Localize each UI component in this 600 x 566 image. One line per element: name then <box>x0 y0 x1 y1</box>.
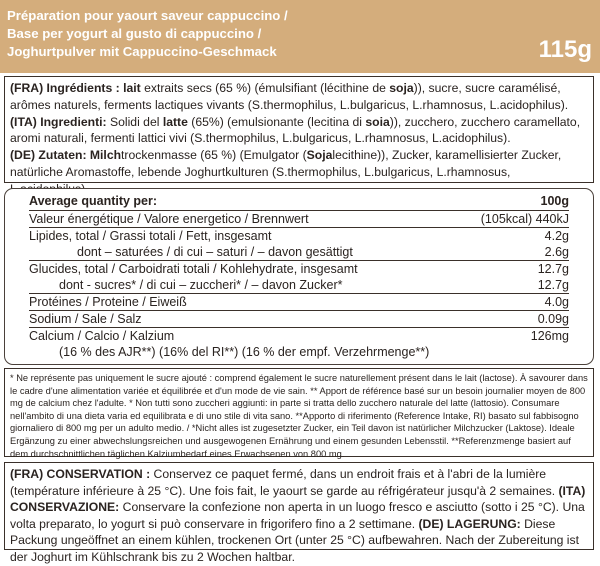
ingredients-fr-text: )), sucre, sucre caramélisé, arômes naturels, ferments lactiques vivants (S.thermophilus, L.bulgaricus, L.rhamnosus, L.acidophilus). <box>10 81 569 112</box>
nutrient-label: Protéines / Proteine / Eiweiß <box>29 295 187 309</box>
nutrition-ri-row <box>29 344 569 360</box>
nutrition-row <box>29 261 569 277</box>
ingredients-it-text: Solidi del <box>106 114 163 129</box>
conservation-it-text: Conservare la confezione non aperta in un luogo fresco e asciutto (sotto i 25 °C). Una volta preparato, lo yogurt si può conservare in frigorifero fino a 2 settimane. <box>10 500 585 531</box>
product-header <box>0 0 600 73</box>
ingredients-de-text: trockenmasse (65 %) (Emulgator ( <box>121 148 307 163</box>
nutrient-value: 4.0g <box>544 295 569 309</box>
ingredients-de-text: lecithine)), Zucker, karamellisierter Zucker, natürliche Aromastoffe, lebende Joghurtkulturen (S.thermophilus, L.bulgaricus, L.rhamnosus, <box>10 148 562 179</box>
nutrition-row <box>29 328 569 344</box>
ingredients-fr <box>10 80 588 114</box>
nutrition-row <box>29 294 569 310</box>
ingredients-de-label: (DE) Zutaten: <box>10 148 87 163</box>
ingredients-fr-text: extraits secs (65 %) (émulsifiant (lécithine de <box>140 81 390 95</box>
ingredients-it-label: (ITA) Ingredienti: <box>10 114 107 129</box>
nutrient-value: 12.7g <box>537 262 569 276</box>
conservation-box <box>4 462 594 564</box>
nutrient-label: Glucides, total / Carboidrati totali / Kohlehydrate, insgesamt <box>29 262 358 276</box>
reference-intake-note: (16 % des AJR**) (16% del RI**) (16 % der empf. Verzehrmenge**) <box>59 345 430 359</box>
footnote-box <box>4 368 594 457</box>
allergen: Milch <box>89 148 122 163</box>
conservation-de-label: (DE) LAGERUNG: <box>418 516 521 531</box>
allergen: Soja <box>306 148 333 163</box>
ingredients-it-text: )), zucchero, zucchero caramellato, aromi naturali, fermenti lattici vivi (S.thermophilus, L.bulgaricus, L.rhamnosus, L.acidophilus). <box>10 114 581 146</box>
nutrient-label: Valeur énergétique / Valore energetico / Brennwert <box>29 212 309 226</box>
nutrition-row <box>29 311 569 327</box>
nutrition-table <box>4 188 594 365</box>
title-fr: Préparation pour yaourt saveur cappuccino / <box>7 8 288 23</box>
nutrient-value: (105kcal) 440kJ <box>480 212 569 226</box>
nutrient-value: 2.6g <box>544 245 569 259</box>
nutrition-header-row <box>29 193 569 210</box>
ingredients-fr-label: (FRA) Ingrédients : <box>10 81 120 95</box>
nutrient-label: dont – saturées / di cui – saturi / – davon gesättigt <box>77 245 353 259</box>
allergen: soja <box>389 81 414 95</box>
nutrient-label: dont - sucres* / di cui – zuccheri* / – davon Zucker* <box>59 278 343 292</box>
nutrition-row <box>29 244 569 260</box>
nutrient-label: Sodium / Sale / Salz <box>29 312 142 326</box>
nutrient-label: Lipides, total / Grassi totali / Fett, insgesamt <box>29 229 272 243</box>
nutrition-header-label: Average quantity per: <box>29 194 158 208</box>
conservation-it-label: (ITA) CONSERVAZIONE: <box>10 483 586 515</box>
ingredients-it <box>10 114 588 148</box>
nutrition-row <box>29 277 569 293</box>
conservation-fr-label: (FRA) CONSERVATION : <box>10 467 151 481</box>
nutrient-label: Calcium / Calcio / Kalzium <box>29 329 175 343</box>
nutrient-value: 126mg <box>530 329 569 343</box>
product-titles <box>7 7 477 61</box>
footnote-text: * Ne représente pas uniquement le sucre ajouté : comprend également le sucre naturellement présent dans le lait (lactose). À savourer dans le cadre d'une alimentation variée et équilibrée et d'un mode de vie sain. ** Apport de référence basé sur un besoin journalier moyen de 800 mg de calcium chez l'adulte. * Non tutti sono zuccheri aggiunti: in parte si tratta dello zucchero naturale del latte (lattosio). Consumare nell'ambito di una dieta varia ed equilibrata e di uno stile di vita sano. **Apporto di riferimento (Reference Intake, RI) basato sul fabbisogno giornaliero di 800 mg per un adulto medio. / *Nicht alles ist zugesetzter Zucker, ein Teil davon ist natürlicher Milchzucker (Laktose). Ideale Ergänzung zu einer abwechslungsreichen und ausgewogenen Ernährung und einem gesunden Lebensstil. **Referenzmenge basiert auf dem durchschnittlichen täglichen Kalziumbedarf eines Erwachsenen von 800 mg. <box>10 373 588 459</box>
conservation-de-text: Diese Packung ungeöffnet an einem kühlen, trockenen Ort (unter 25 °C) aufbewahren. Nach der Zubereitung ist der Joghurt im Kühlschrank bis zu 2 Wochen haltbar. <box>10 516 579 564</box>
nutrition-row <box>29 228 569 244</box>
allergen: soia <box>365 114 390 129</box>
title-de: Joghurtpulver mit Cappuccino-Geschmack <box>7 44 277 59</box>
ingredients-box <box>4 76 594 183</box>
nutrition-row <box>29 211 569 227</box>
conservation-text <box>10 466 588 566</box>
title-it: Base per yogurt al gusto di cappuccino / <box>7 26 262 41</box>
nutrient-value: 12.7g <box>537 278 569 292</box>
allergen: lait <box>123 81 141 95</box>
nutrient-value: 0.09g <box>537 312 569 326</box>
conservation-fr-text: Conservez ce paquet fermé, dans un endroit frais et à l'abri de la lumière (température inférieure à 25 °C). Une fois fait, le yaourt se garde au réfrigérateur jusqu'à 2 semaines. <box>10 467 559 498</box>
nutrition-header-value: 100g <box>540 194 569 208</box>
allergen: latte <box>162 114 188 129</box>
ingredients-it-text: (65%) (emulsionante (lecitina di <box>187 114 366 129</box>
net-weight: 115g <box>538 36 592 63</box>
nutrient-value: 4.2g <box>544 229 569 243</box>
